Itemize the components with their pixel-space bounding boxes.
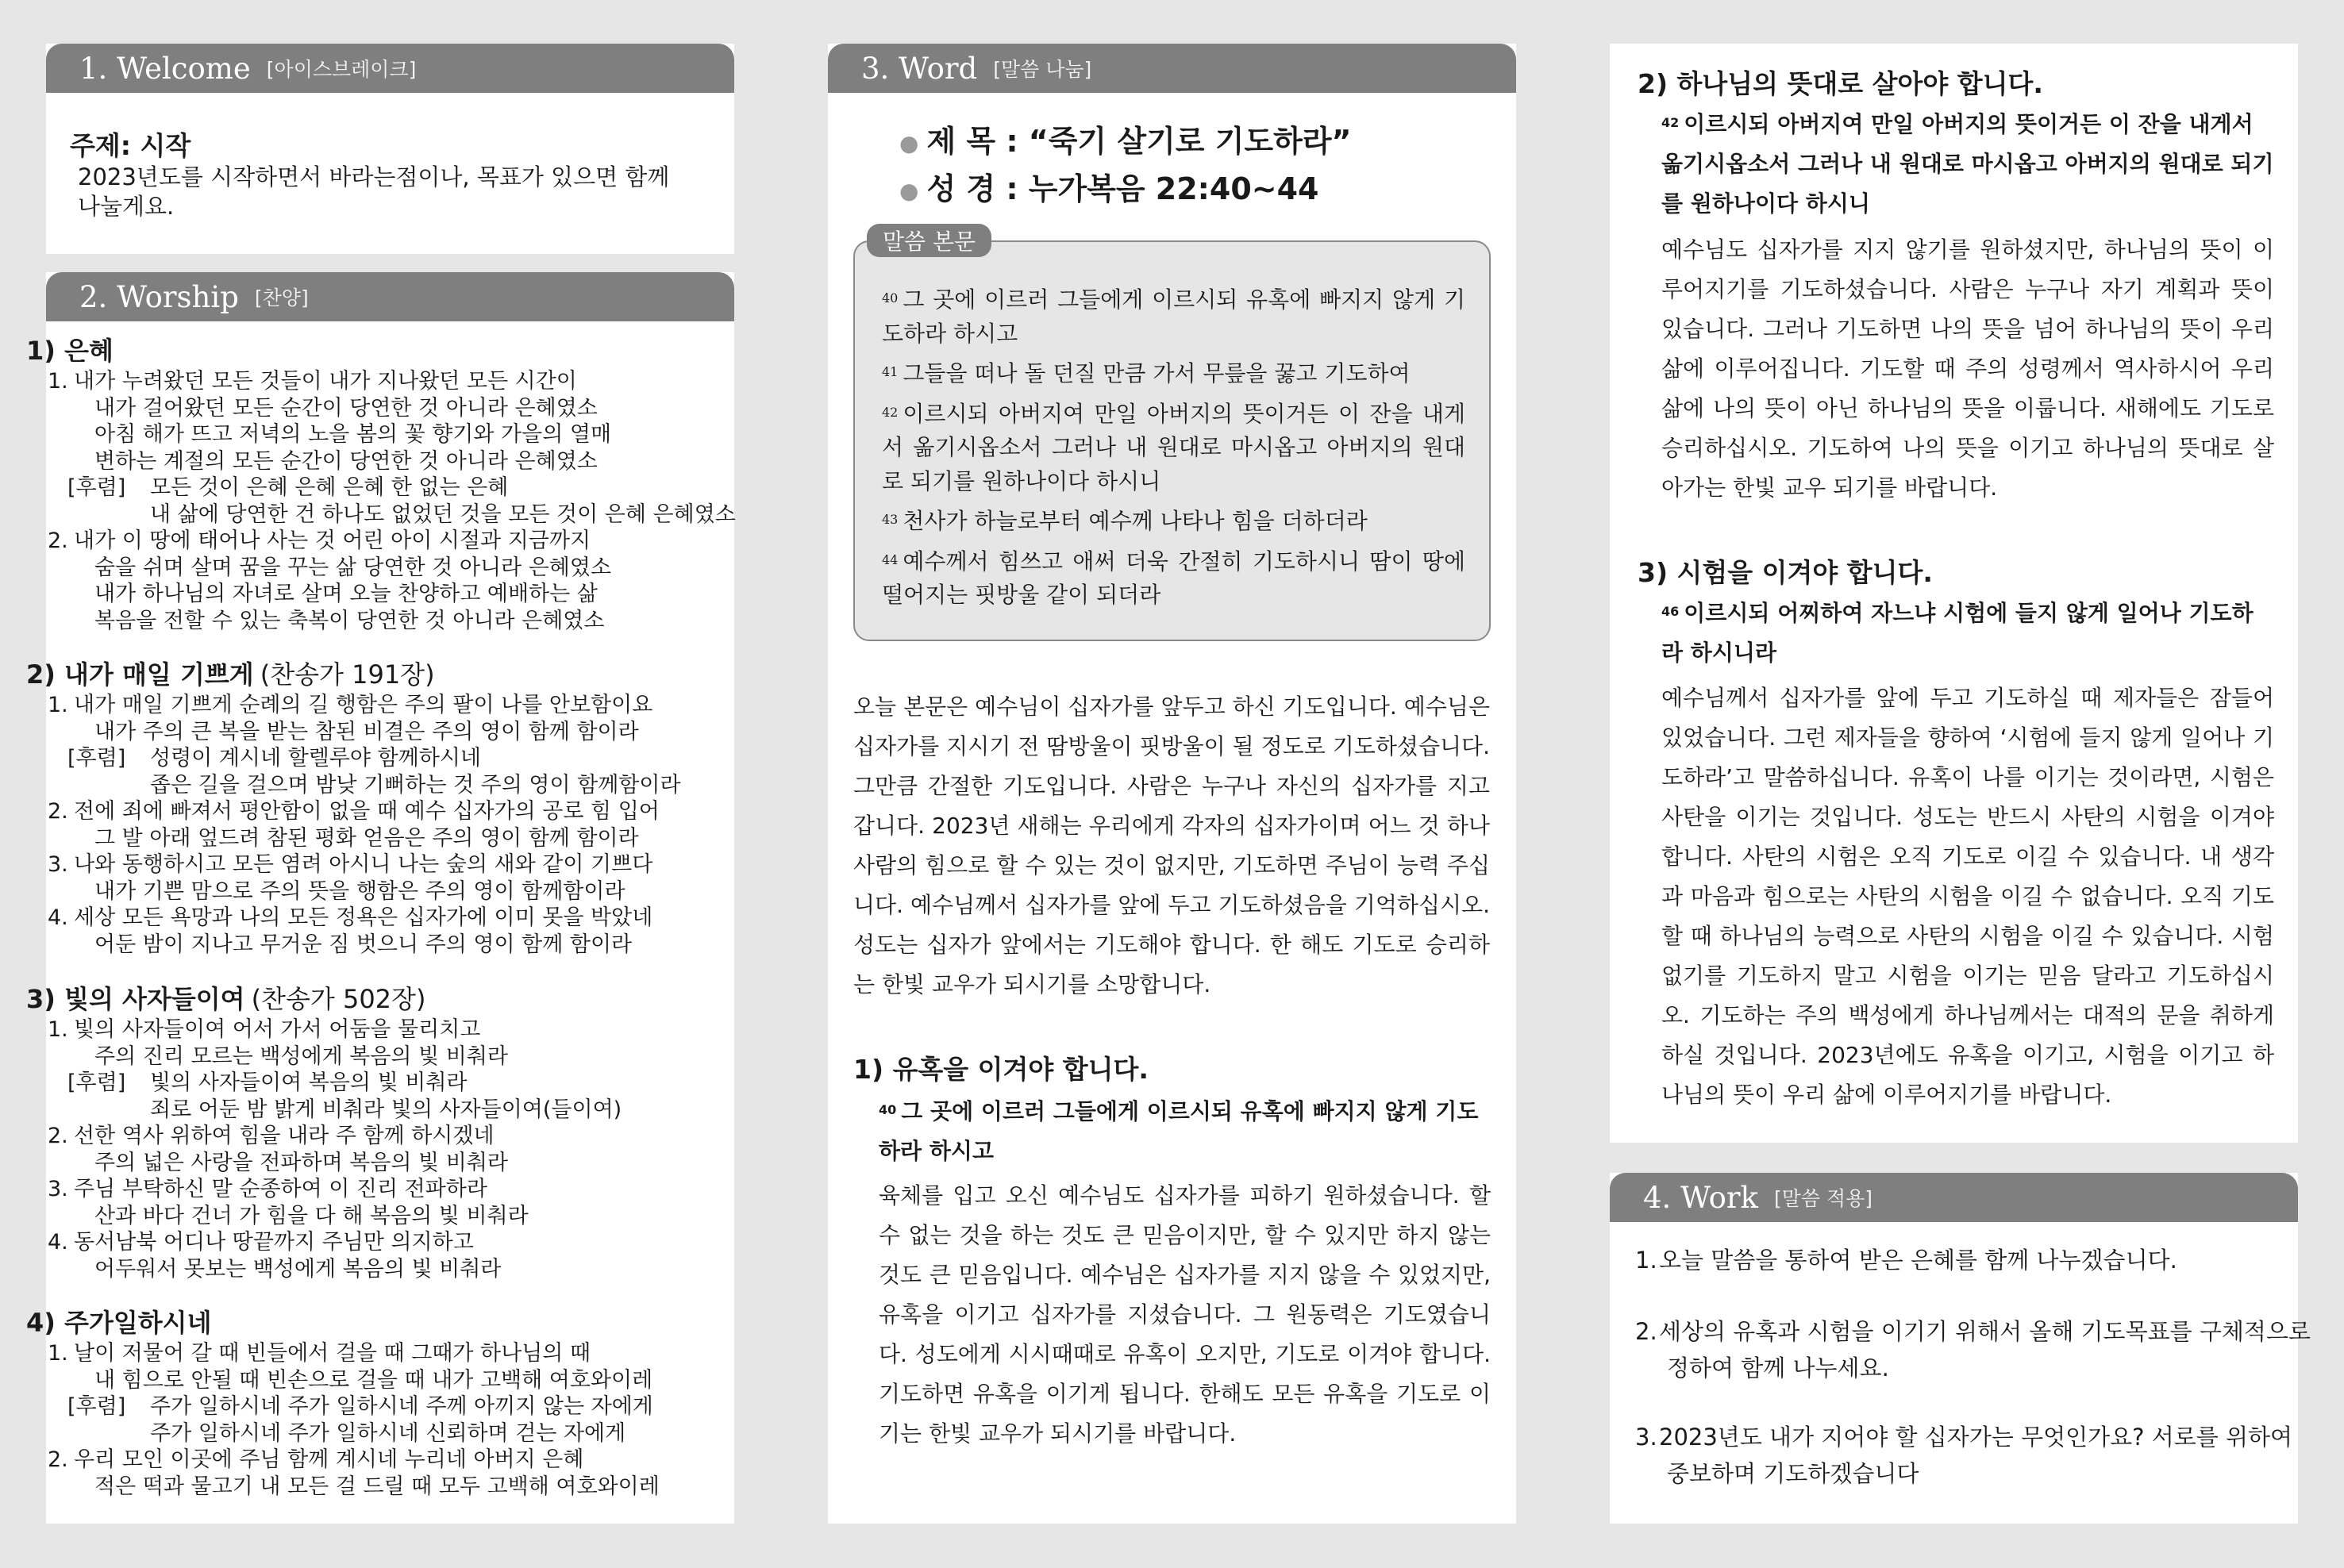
lyric-text: 빛의 사자들이여 복음의 빛 비춰라 [150, 1070, 468, 1095]
scripture-verse [882, 505, 1465, 539]
work-subtitle: [말씀 적용] [1773, 1187, 1873, 1210]
verse-number: 3. [48, 1177, 68, 1201]
welcome-header [46, 44, 734, 93]
verse-number: 40 [879, 1102, 897, 1117]
hymn-number: (찬송가 502장) [251, 984, 426, 1014]
lyric-text: 선한 역사 위하여 힘을 내라 주 함께 하시겠네 [74, 1124, 495, 1148]
verse-number: 1. [48, 693, 68, 717]
lyric-line: 어두워서 못보는 백성에게 복음의 빛 비춰라 [94, 1256, 502, 1282]
point-2-verse-text: 이르시되 아버지여 만일 아버지의 뜻이거든 이 잔을 내게서 옮기시옵소서 그러나 내 원대로 마시옵고 아버지의 원대로 되기를 원하나이다 하시니 [1661, 111, 2274, 217]
verse-number: 42 [882, 404, 899, 420]
lyric-text: 세상 모든 욕망과 나의 모든 정욕은 십자가에 이미 못을 박았네 [74, 905, 653, 930]
lyric-line: 복음을 전할 수 있는 축복이 당연한 것 아니라 은혜였소 [94, 608, 605, 633]
scripture-tab: 말씀 본문 [867, 224, 991, 257]
lyric-line [26, 1447, 660, 1474]
word-header [828, 44, 1516, 93]
welcome-text [78, 163, 669, 221]
work-title: 4. Work [1643, 1180, 1758, 1215]
work-item-text: 중보하며 기도하겠습니다 [1667, 1460, 1919, 1487]
verse-number: 40 [882, 290, 899, 306]
verse-number: 1. [48, 1341, 68, 1366]
scripture-reference [899, 164, 1318, 208]
work-item-text: 세상의 유혹과 시험을 이기기 위해서 올해 기도목표를 구체적으로 [1659, 1318, 2311, 1345]
lyric-line: 내가 기쁜 맘으로 주의 뜻을 행함은 주의 영이 함께함이라 [94, 878, 625, 904]
lyric-line [26, 1229, 622, 1256]
lyric-line: 내가 걸어왔던 모든 순간이 당연한 것 아니라 은혜였소 [94, 395, 598, 421]
lyric-line [26, 851, 681, 878]
lyric-line: 적은 떡과 물고기 내 모든 걸 드릴 때 모두 고백해 여호와이레 [94, 1474, 660, 1499]
verse-number: 42 [1661, 115, 1680, 130]
song-title [26, 333, 736, 368]
word-subtitle: [말씀 나눔] [993, 58, 1092, 81]
song-title-text: 1) 은혜 [26, 336, 114, 366]
scripture-verse [882, 283, 1465, 351]
verse-number: 46 [1661, 604, 1680, 619]
lyric-line [26, 368, 736, 395]
point-1-verse [879, 1092, 1491, 1171]
welcome-subtitle: [아이스브레이크] [266, 58, 417, 81]
lyric-line: 주의 넓은 사랑을 전파하며 복음의 빛 비춰라 [94, 1150, 508, 1175]
lyric-text: 우리 모인 이곳에 주님 함께 계시네 누리네 아버지 은혜 [74, 1447, 584, 1472]
sermon-title-text: 제 목 : “죽기 살기로 기도하라” [926, 124, 1352, 159]
lyric-line: 좁은 길을 걸으며 밤낮 기뻐하는 것 주의 영이 함께함이라 [150, 772, 681, 797]
lyric-line: 내가 하나님의 자녀로 살며 오늘 찬양하고 예배하는 삶 [94, 582, 598, 606]
scripture-verse-text: 이르시되 아버지여 만일 아버지의 뜻이거든 이 잔을 내게서 옮기시옵소서 그러나 내 원대로 마시옵고 아버지의 원대로 되기를 원하나이다 하시니 [882, 400, 1465, 494]
chorus-label: [후렴] [67, 475, 126, 500]
point-2-body: 예수님도 십자가를 지지 않기를 원하셨지만, 하나님의 뜻이 이루어지기를 기도하셨습니다. 사람은 누구나 자기 계획과 뜻이 있습니다. 그러나 기도하면 나의 뜻을 넘어 하나님의 뜻이 우리 삶에 이루어집니다. 기도할 때 주의 성령께서 역사하시어 우리 삶에 나의 뜻이 아닌 하나님의 뜻을 이룹니다. 새해에도 기도로 승리하십시오. 기도하여 나의 뜻을 이기고 하나님의 뜻대로 살아가는 한빛 교우 되기를 바랍니다. [1661, 236, 2274, 501]
lyric-text: 내가 누려왔던 모든 것들이 내가 지나왔던 모든 시간이 [74, 369, 577, 394]
song-block [26, 333, 736, 634]
point-3-verse-text: 이르시되 어찌하여 자느냐 시험에 들지 않게 일어나 기도하라 하시니라 [1661, 600, 2254, 666]
lyric-line: 그 발 아래 엎드려 참된 평화 얻음은 주의 영이 함께 함이라 [94, 825, 639, 851]
lyric-text: 성령이 계시네 할렐루야 함께하시네 [150, 746, 481, 771]
scripture-verse [882, 357, 1465, 391]
scripture-box [853, 240, 1491, 641]
welcome-text-line: 나눌게요. [78, 193, 175, 220]
lyric-line: 주가 일하시네 주가 일하시네 신뢰하며 걷는 자에게 [150, 1420, 626, 1446]
lyric-line: 어둔 밤이 지나고 무거운 짐 벗으니 주의 영이 함께 함이라 [94, 932, 633, 957]
lyric-line [26, 1123, 622, 1150]
welcome-text-line: 2023년도를 시작하면서 바라는점이나, 목표가 있으면 함께 [78, 163, 670, 190]
lyric-line [26, 798, 681, 825]
lyric-line [26, 1176, 622, 1203]
work-item-number: 2. [1635, 1318, 1657, 1345]
work-item-number: 1. [1635, 1247, 1657, 1274]
chorus-label: [후렴] [67, 1394, 126, 1419]
chorus-label: [후렴] [67, 746, 126, 771]
song-block [26, 982, 622, 1282]
lyric-text: 내가 매일 기쁘게 순례의 길 행함은 주의 팔이 나를 안보함이요 [74, 693, 653, 717]
point-3-verse [1661, 594, 2274, 673]
verse-number: 43 [882, 512, 899, 527]
lyric-text: 모든 것이 은혜 은혜 은혜 한 없는 은혜 [150, 475, 509, 500]
lyric-line: 아침 해가 뜨고 저녁의 노을 봄의 꽃 향기와 가을의 열매 [94, 422, 612, 447]
song-title-text: 2) 내가 매일 기쁘게 [26, 659, 254, 690]
point-2-verse [1661, 105, 2274, 224]
lyric-line [26, 1017, 622, 1043]
worship-subtitle: [찬양] [254, 286, 309, 309]
lyric-line [26, 745, 681, 772]
work-item-text: 2023년도 내가 지어야 할 십자가는 무엇인가요? 서로를 위하여 [1659, 1424, 2293, 1451]
song-title-text: 4) 주가일하시네 [26, 1308, 212, 1338]
verse-number: 1. [48, 369, 68, 394]
hymn-number: (찬송가 191장) [260, 659, 435, 690]
lyric-text: 날이 저물어 갈 때 빈들에서 걸을 때 그때가 하나님의 때 [74, 1341, 591, 1366]
work-item-3 [1635, 1419, 2292, 1492]
verse-number: 41 [882, 364, 899, 379]
verse-number: 4. [48, 1230, 68, 1255]
scripture-verse-text: 그 곳에 이르러 그들에게 이르시되 유혹에 빠지지 않게 기도하라 하시고 [882, 286, 1465, 347]
lyric-text: 주님 부탁하신 말 순종하여 이 진리 전파하라 [74, 1177, 487, 1201]
work-item-2 [1635, 1313, 2311, 1386]
song-title [26, 657, 681, 692]
song-block [26, 1305, 660, 1500]
verse-number: 2. [48, 1447, 68, 1472]
lyric-line: 숨을 쉬며 살며 꿈을 꾸는 삶 당연한 것 아니라 은혜였소 [94, 555, 612, 580]
point-3-body: 예수님께서 십자가를 앞에 두고 기도하실 때 제자들은 잠들어 있었습니다. 그런 제자들을 향하여 ‘시험에 들지 않게 일어나 기도하라’고 말씀하십니다. 유혹이 나를 이기는 것이라면, 시험은 사탄을 이기는 것입니다. 성도는 반드시 사탄의 시험을 이겨야 합니다. 사탄의 시험은 오직 기도로 이길 수 있습니다. 내 생각과 마음과 힘으로는 사탄의 시험을 이길 수 없습니다. 오직 기도할 때 하나님의 능력으로 사탄의 시험을 이길 수 있습니다. 시험 없기를 기도하지 말고 시험을 이기는 믿음 달라고 기도하십시오. 기도하는 주의 백성에게 하나님께서는 대적의 문을 취하게 하실 것입니다. 2023년에도 유혹을 이기고, 시험을 이기고 하나님의 뜻이 우리 삶에 이루어지기를 바랍니다. [1661, 685, 2274, 1108]
scripture-verse-text: 예수께서 힘쓰고 애써 더욱 간절히 기도하시니 땀이 땅에 떨어지는 핏방울 같이 되더라 [882, 548, 1465, 608]
lyric-line [26, 1393, 660, 1420]
sermon-title [899, 117, 1352, 160]
welcome-title: 1. Welcome [79, 51, 251, 86]
scripture-verse [882, 398, 1465, 499]
lyric-line: 주의 진리 모르는 백성에게 복음의 빛 비춰라 [94, 1043, 508, 1069]
sermon-intro: 오늘 본문은 예수님이 십자가를 앞두고 하신 기도입니다. 예수님은 십자가를 지시기 전 땀방울이 핏방울이 될 정도로 기도하셨습니다. 그만큼 간절한 기도입니다. 사람은 누구나 자신의 십자가를 지고 갑니다. 2023년 새해는 우리에게 각자의 십자가이며 어느 것 하나 사람의 힘으로 할 수 있는 것이 없지만, 기도하면 주님이 능력 주십니다. 예수님께서 십자가를 앞에 두고 기도하셨음을 기억하십시오. 성도는 십자가 앞에서는 기도해야 합니다. 한 해도 기도로 승리하는 한빛 교우가 되시기를 소망합니다. [853, 694, 1490, 997]
word-title: 3. Word [861, 51, 978, 86]
lyric-text: 빛의 사자들이여 어서 가서 어둠을 물리치고 [74, 1017, 481, 1042]
lyric-line [26, 905, 681, 932]
song-block [26, 657, 681, 958]
point-2-title: 2) 하나님의 뜻대로 살아야 합니다. [1638, 68, 2043, 99]
verse-number: 2. [48, 1124, 68, 1148]
point-1-body: 육체를 입고 오신 예수님도 십자가를 피하기 원하셨습니다. 할 수 없는 것을 하는 것도 큰 믿음이지만, 할 수 있지만 하지 않는 것도 큰 믿음입니다. 예수님은 십자가를 지지 않을 수 있었지만, 유혹을 이기고 십자가를 지셨습니다. 그 원동력은 기도였습니다. 성도에게 시시때때로 유혹이 오지만, 기도로 이겨야 합니다. 기도하면 유혹을 이기게 됩니다. 한해도 모든 유혹을 기도로 이기는 한빛 교우가 되시기를 바랍니다. [879, 1182, 1491, 1447]
verse-number: 2. [48, 799, 68, 824]
verse-number: 1. [48, 1017, 68, 1042]
verse-number: 3. [48, 852, 68, 877]
lyric-text: 전에 죄에 빠져서 평안함이 없을 때 예수 십자가의 공로 힘 입어 [74, 799, 660, 824]
work-item-1 [1635, 1242, 2177, 1278]
lyric-text: 주가 일하시네 주가 일하시네 주께 아끼지 않는 자에게 [150, 1394, 653, 1419]
chorus-label: [후렴] [67, 1070, 126, 1095]
lyric-text: 나와 동행하시고 모든 염려 아시니 나는 숲의 새와 같이 기쁘다 [74, 852, 653, 877]
point-1-title: 1) 유혹을 이겨야 합니다. [853, 1054, 1149, 1085]
lyric-line: 죄로 어둔 밤 밝게 비춰라 빛의 사자들이여(들이여) [150, 1097, 622, 1122]
work-header [1610, 1173, 2298, 1222]
scripture-reference-text: 성 경 : 누가복음 22:40~44 [926, 171, 1319, 206]
lyric-line: 변하는 계절의 모든 순간이 당연한 것 아니라 은혜였소 [94, 448, 598, 474]
lyric-line [26, 475, 736, 502]
verse-number: 2. [48, 528, 68, 553]
scripture-verse-text: 천사가 하늘로부터 예수께 나타나 힘을 더하더라 [903, 508, 1368, 534]
lyric-line [26, 1070, 622, 1097]
point-1-verse-text: 그 곳에 이르러 그들에게 이르시되 유혹에 빠지지 않게 기도하라 하시고 [879, 1098, 1479, 1164]
song-title [26, 1305, 660, 1340]
lyric-line: 내 삶에 당연한 건 하나도 없었던 것을 모든 것이 은혜 은혜였소 [150, 502, 736, 527]
scripture-verse [882, 545, 1465, 613]
verse-number: 4. [48, 905, 68, 930]
lyric-line: 내가 주의 큰 복을 받는 참된 비결은 주의 영이 함께 함이라 [94, 719, 639, 744]
verse-number: 44 [882, 551, 899, 567]
worship-header [46, 272, 734, 321]
work-item-number: 3. [1635, 1424, 1657, 1451]
scripture-verse-text: 그들을 떠나 돌 던질 만큼 가서 무릎을 꿇고 기도하여 [903, 360, 1411, 386]
lyric-text: 동서남북 어디나 땅끝까지 주님만 의지하고 [74, 1230, 474, 1255]
welcome-topic: 주제: 시작 [70, 130, 191, 161]
lyric-line: 내 힘으로 안될 때 빈손으로 걸을 때 내가 고백해 여호와이레 [94, 1367, 653, 1393]
point-3-title: 3) 시험을 이겨야 합니다. [1638, 557, 1933, 588]
bullet-icon: ● [899, 178, 919, 204]
worship-title: 2. Worship [79, 279, 239, 314]
work-item-text: 오늘 말씀을 통하여 받은 은혜를 함께 나누겠습니다. [1659, 1247, 2177, 1274]
lyric-text: 내가 이 땅에 태어나 사는 것 어린 아이 시절과 지금까지 [74, 528, 591, 553]
song-title-text: 3) 빛의 사자들이여 [26, 984, 245, 1014]
bullet-icon: ● [899, 130, 919, 156]
lyric-line [26, 692, 681, 719]
song-title [26, 982, 622, 1017]
lyric-line [26, 528, 736, 555]
lyric-line [26, 1340, 660, 1367]
lyric-line: 산과 바다 건너 가 힘을 다 해 복음의 빛 비춰라 [94, 1203, 529, 1228]
work-item-text: 정하여 함께 나누세요. [1667, 1355, 1889, 1382]
